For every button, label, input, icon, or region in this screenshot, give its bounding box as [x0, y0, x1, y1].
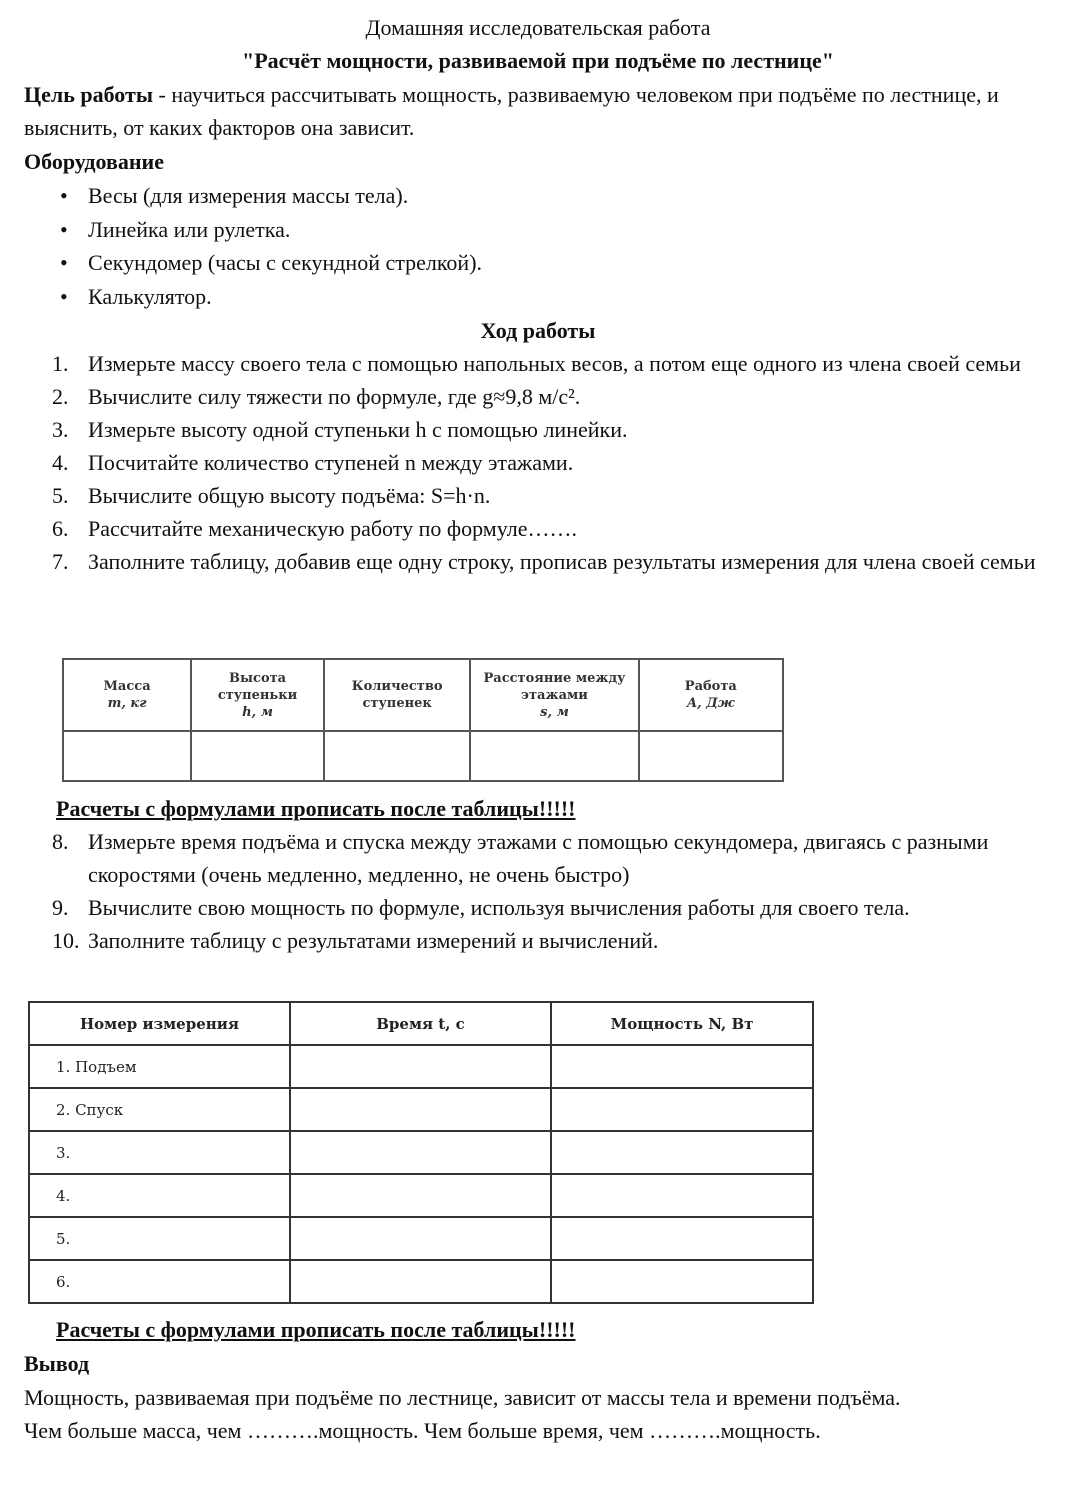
- table-cell[interactable]: [551, 1260, 813, 1303]
- column-header-mass: Масса m, кг: [63, 659, 191, 731]
- table-cell[interactable]: [551, 1131, 813, 1174]
- row-label: 3.: [29, 1131, 290, 1174]
- column-header-step-height: Высота ступеньки h, м: [191, 659, 324, 731]
- table-cell[interactable]: [290, 1088, 551, 1131]
- row-label: 1. Подъем: [29, 1045, 290, 1088]
- step-number: 2.: [52, 384, 69, 409]
- table-row: [29, 1045, 813, 1088]
- goal-text: - научиться рассчитывать мощность, развиваемую человеком при подъёме по лестнице, и выяснить, от каких факторов она зависит.: [24, 82, 999, 140]
- column-header-work: Работа A, Дж: [639, 659, 783, 731]
- step-text: Вычислите общую высоту подъёма: S=h·n.: [88, 483, 491, 508]
- list-item: [52, 479, 1062, 512]
- step-text: Посчитайте количество ступеней n между этажами.: [88, 450, 574, 475]
- conclusion-heading: Вывод: [24, 1351, 90, 1376]
- step-number: 10.: [52, 928, 80, 953]
- step-number: 3.: [52, 417, 69, 442]
- formulas-note-1: Расчеты с формулами прописать после таблицы!!!!!: [56, 796, 576, 821]
- power-table: [28, 1001, 814, 1304]
- measurements-table: [62, 658, 784, 782]
- list-item: [52, 446, 1062, 479]
- procedure-steps-b: [52, 825, 1062, 957]
- step-number: 8.: [52, 829, 69, 854]
- list-item: • Калькулятор.: [60, 280, 482, 314]
- step-text: Измерьте время подъёма и спуска между этажами с помощью секундомера, двигаясь с разными скоростями (очень медленно, медленно, не очень быстро): [88, 829, 989, 887]
- step-text: Заполните таблицу, добавив еще одну строку, прописав результаты измерения для члена своей семьи: [88, 549, 1036, 574]
- table-row: [29, 1217, 813, 1260]
- step-text: Вычислите свою мощность по формуле, используя вычисления работы для своего тела.: [88, 895, 910, 920]
- goal-paragraph: [24, 78, 1054, 144]
- table-row: [29, 1174, 813, 1217]
- list-item: [52, 347, 1062, 380]
- table-cell[interactable]: [639, 731, 783, 781]
- table-cell[interactable]: [551, 1045, 813, 1088]
- step-number: 6.: [52, 516, 69, 541]
- conclusion-line-1: Мощность, развиваемая при подъёме по лестнице, зависит от массы тела и времени подъёма.: [24, 1385, 901, 1410]
- equipment-list: [60, 179, 482, 314]
- table-cell[interactable]: [324, 731, 470, 781]
- table-cell[interactable]: [551, 1217, 813, 1260]
- step-text: Рассчитайте механическую работу по формуле…….: [88, 516, 577, 541]
- table-cell[interactable]: [470, 731, 638, 781]
- step-text: Заполните таблицу с результатами измерений и вычислений.: [88, 928, 659, 953]
- procedure-heading: Ход работы: [480, 318, 596, 343]
- table-cell[interactable]: [191, 731, 324, 781]
- doc-title: "Расчёт мощности, развиваемой при подъёме по лестнице": [241, 48, 835, 73]
- list-item: [52, 512, 1062, 545]
- procedure-steps-a: [52, 347, 1062, 578]
- column-header-time: Время t, с: [290, 1002, 551, 1045]
- table-header-row: [63, 659, 783, 731]
- step-text: Вычислите силу тяжести по формуле, где g≈9,8 м/с².: [88, 384, 581, 409]
- goal-label: Цель работы: [24, 82, 153, 107]
- row-label: 6.: [29, 1260, 290, 1303]
- step-text: Измерьте высоту одной ступеньки h с помощью линейки.: [88, 417, 628, 442]
- table-row: [29, 1131, 813, 1174]
- column-header-step-count: Количество ступенек: [324, 659, 470, 731]
- conclusion-line-2: Чем больше масса, чем ……….мощность. Чем больше время, чем ……….мощность.: [24, 1418, 821, 1443]
- list-item: [52, 924, 1062, 957]
- step-number: 4.: [52, 450, 69, 475]
- table-cell[interactable]: [290, 1045, 551, 1088]
- equipment-heading: Оборудование: [24, 149, 164, 174]
- column-header-measurement-number: Номер измерения: [29, 1002, 290, 1045]
- list-item: [52, 891, 1062, 924]
- table-cell[interactable]: [551, 1088, 813, 1131]
- table-cell[interactable]: [290, 1260, 551, 1303]
- column-header-power: Мощность N, Вт: [551, 1002, 813, 1045]
- list-item: • Секундомер (часы с секундной стрелкой).: [60, 246, 482, 280]
- table-row: [63, 731, 783, 781]
- table-header-row: [29, 1002, 813, 1045]
- list-item: [52, 825, 1062, 891]
- table-cell[interactable]: [290, 1174, 551, 1217]
- table-row: [29, 1260, 813, 1303]
- step-number: 1.: [52, 351, 69, 376]
- list-item: • Линейка или рулетка.: [60, 213, 482, 247]
- column-header-floor-distance: Расстояние между этажами s, м: [470, 659, 638, 731]
- step-number: 5.: [52, 483, 69, 508]
- table-cell[interactable]: [290, 1217, 551, 1260]
- list-item: [52, 413, 1062, 446]
- table-cell[interactable]: [551, 1174, 813, 1217]
- formulas-note-2: Расчеты с формулами прописать после таблицы!!!!!: [56, 1317, 576, 1342]
- row-label: 4.: [29, 1174, 290, 1217]
- step-number: 7.: [52, 549, 69, 574]
- table-cell[interactable]: [290, 1131, 551, 1174]
- step-number: 9.: [52, 895, 69, 920]
- doc-subtitle: Домашняя исследовательская работа: [365, 15, 711, 40]
- table-row: [29, 1088, 813, 1131]
- row-label: 5.: [29, 1217, 290, 1260]
- step-text: Измерьте массу своего тела с помощью напольных весов, а потом еще одного из члена своей семьи: [88, 351, 1021, 376]
- table-cell[interactable]: [63, 731, 191, 781]
- row-label: 2. Спуск: [29, 1088, 290, 1131]
- list-item: • Весы (для измерения массы тела).: [60, 179, 482, 213]
- list-item: [52, 380, 1062, 413]
- list-item: [52, 545, 1062, 578]
